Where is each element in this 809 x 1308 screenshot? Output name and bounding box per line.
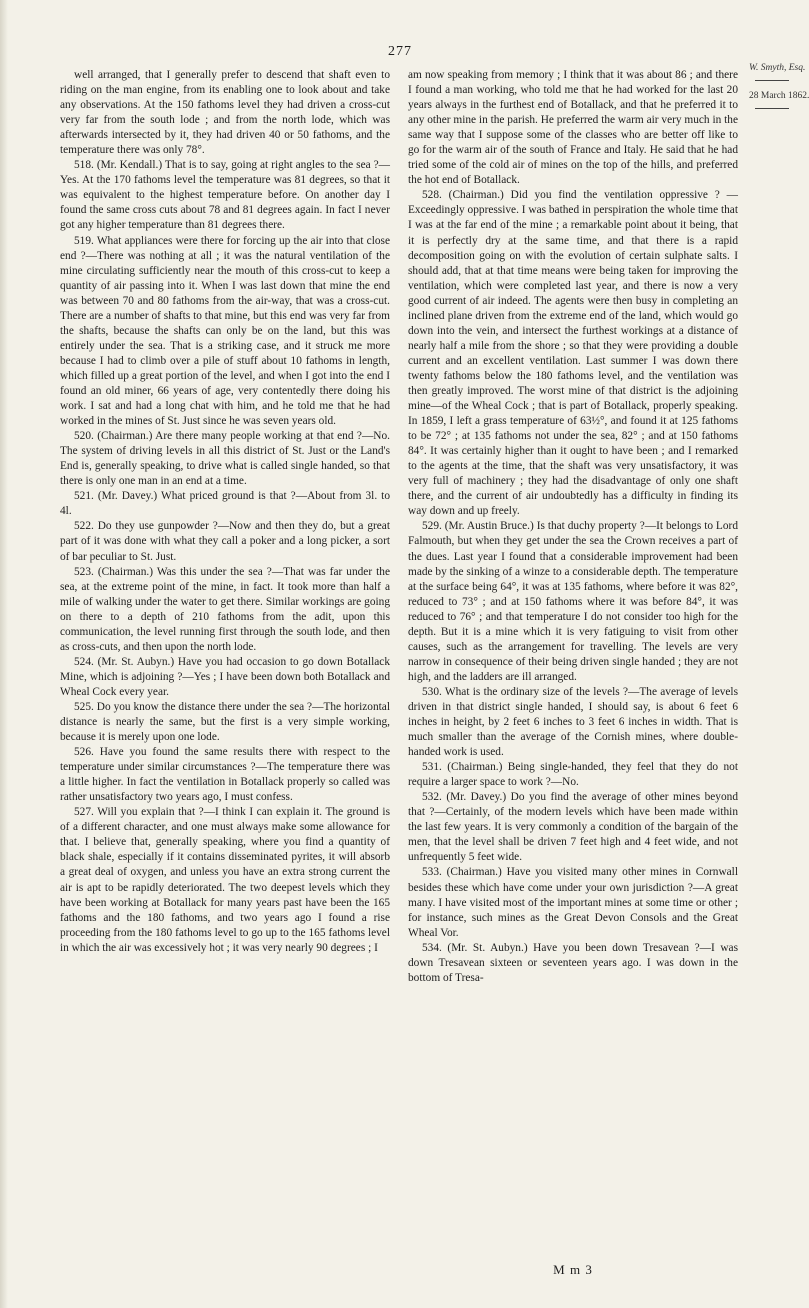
paragraph: 534. (Mr. St. Aubyn.) Have you been down Tresavean ?—I was down Tresavean sixteen or seventeen years ago. I was down in the bottom of Tresa- bbox=[408, 941, 738, 984]
paragraph: 533. (Chairman.) Have you visited many other mines in Cornwall besides these which have come under your own jurisdiction ?—A great many. I have visited most of the important mines at some time or other ; for instance, such mines as the Great Devon Consols and the Great Wheal Vor. bbox=[408, 866, 738, 939]
paragraph: 525. Do you know the distance there under the sea ?—The horizontal distance is nearly the same, but the first is a very simple working, because it is merely upon one lode. bbox=[60, 700, 390, 744]
paragraph: 530. What is the ordinary size of the levels ?—The average of levels driven in that district single handed, I should say, is about 6 feet 6 inches in height, by 2 feet 6 inches to 3 feet 6 inches in width. That is much smaller than the average of the Cornish mines, where double-handed work is used. bbox=[408, 685, 738, 759]
paragraph: am now speaking from memory ; I think that it was about 86 ; and there I found a man working, who told me that he had worked for the last 20 years always in the furthest end of Botallack, and that he preferred it to any other mine in the parish. He preferred the warm air very much in the same way that I suppose some of the classes who are better off like to go for the warm air of the south of France and Italy. He said that he had tried some of the cold air of mines on the top of the hills, and preferred the hot end of Botallack. bbox=[408, 69, 738, 187]
margin-rule bbox=[755, 108, 789, 109]
paragraph: 520. (Chairman.) Are there many people working at that end ?—No. The system of driving levels in all this district of St. Just or the Land's End is, generally speaking, to drive what is called single handed, so that there is only one man in an end at a time. bbox=[60, 430, 390, 488]
paragraph: 526. Have you found the same results there with respect to the temperature under similar circumstances ?—The temperature there was a little higher. In fact the ventilation in Botallack properly so called was rather unsatisfactory two years ago, I must confess. bbox=[60, 746, 390, 804]
paragraph: 529. (Mr. Austin Bruce.) Is that duchy property ?—It belongs to Lord Falmouth, but when they get under the sea the Crown receives a part of the dues. Last year I found that a considerable improvement had been made by the sinking of a winze to a considerable depth. The temperature at the surface being 64°, it was at 135 fathoms, where before it was 82°, reduced to 73° ; and at 150 fathoms where it was before 84°, it was reduced to 76° ; and that temperature I do not consider too high for the depth. But it is a mine which it is very fatiguing to visit from other causes, such as the arrangement for travelling. The levels are very narrow in consequence of their being driven single handed ; they are not high, and the ladders are ill arranged. bbox=[408, 520, 738, 683]
page-edge-shadow bbox=[0, 0, 8, 1308]
signature-mark: M m 3 bbox=[553, 1262, 593, 1277]
margin-rule bbox=[755, 80, 789, 81]
margin-date: 28 March 1862. bbox=[749, 91, 809, 101]
paragraph: 521. (Mr. Davey.) What priced ground is that ?—About from 3l. to 4l. bbox=[60, 490, 390, 518]
right-column bbox=[408, 68, 738, 986]
paragraph: 524. (Mr. St. Aubyn.) Have you had occasion to go down Botallack Mine, which is adjoining ?—Yes ; I have been down both Botallack and Wheal Cock every year. bbox=[60, 655, 390, 698]
paragraph: 532. (Mr. Davey.) Do you find the average of other mines beyond that ?—Certainly, of the modern levels which have been made within the last few years. It is very commonly a condition of the bargain of the men, that the level shall be driven 7 feet high and 4 feet wide, and not unfrequently 5 feet wide. bbox=[408, 791, 738, 864]
page-number: 277 bbox=[388, 44, 412, 59]
paragraph: 518. (Mr. Kendall.) That is to say, going at right angles to the sea ?—Yes. At the 170 fathoms level the temperature was 81 degrees, so that it was equivalent to the highest temperature before. On another day I found the same cross cuts about 78 and 81 degrees again. In fact I never got any higher temperature than 81 degrees there. bbox=[60, 159, 390, 232]
paragraph: 519. What appliances were there for forcing up the air into that close end ?—There was nothing at all ; it was the natural ventilation of the mine circulating sufficiently near the mouth of this cross-cut to keep a quantity of air passing into it. When I was last down that mine the end was between 70 and 80 fathoms from the air-way, that was a cross-cut. There are a number of shafts to that mine, but this end was very far from the shafts, because the shafts can only be on the land, but this was entirely under the sea. That is a striking case, and it struck me more because I had to climb over a pile of stuff about 10 fathoms in length, which filled up a great portion of the level, and when I got into the end I found an old miner, 66 years of age, very contentedly there doing his work. I sat and had a long chat with him, and he told me that he had worked in the mines of St. Just since he was seven years old. bbox=[60, 234, 390, 428]
paragraph: 523. (Chairman.) Was this under the sea ?—That was far under the sea, at the extreme point of the mine, in fact. It took more than half a mile of walking under the water to get there. Similar workings are going on there to a depth of 210 fathoms from the adit, upon this communication, the level running first through the south lode, and then as cross-cuts, and then upon the north lode. bbox=[60, 565, 390, 653]
paragraph: 531. (Chairman.) Being single-handed, they feel that they do not require a larger space to work ?—No. bbox=[408, 761, 738, 789]
left-column bbox=[60, 68, 390, 956]
paragraph: 527. Will you explain that ?—I think I can explain it. The ground is of a different character, and one must always make some allowance for that. I believe that, generally speaking, where you find a quantity of black shale, especially if it contains disseminated pyrites, it will absorb a great deal of oxygen, and unless you have an extra strong current the air is apt to be rapidly deteriorated. The two deepest levels which they have been working at Botallack for many years past have been the 165 fathoms and the 180 fathoms, and two years ago I found a rise proceeding from the 180 fathoms level to go up to the 165 fathoms level in which the air was excessively hot ; it was very nearly 90 degrees ; I bbox=[60, 806, 390, 954]
margin-witness-name: W. Smyth, Esq. bbox=[749, 63, 806, 73]
paragraph: well arranged, that I generally prefer to descend that shaft even to riding on the man engine, from its enabling one to look about and take any observations. At the 150 fathoms level they had driven a cross-cut very far from the south lode ; and from the north lode, which was afterwards intersected by it, they had driven 40 or 50 fathoms, and the temperature there was only 78°. bbox=[60, 69, 390, 157]
paragraph: 522. Do they use gunpowder ?—Now and then they do, but a great part of it was done with what they call a poker and a long picker, a sort of bar peculiar to St. Just. bbox=[60, 520, 390, 563]
paragraph: 528. (Chairman.) Did you find the ventilation oppressive ? — Exceedingly oppressive. I was bathed in perspiration the whole time that I was at the far end of the mine ; a remarkable point about it being, that it is perfectly dry at the same time, and that there is a rapid decomposition going on with the evolution of certain sulphate salts. I should add, that at that time means were being taken for improving the ventilation, which were completed last year, and there is now a very good current of air indeed. The agents were then busy in completing an inclined plane driven from the extreme end of the land, which would go down into the vein, and intersect the furthest workings at a distance of nearly half a mile from the shore ; so that they were providing a double current and an excellent ventilation. Last summer I was down there twenty fathoms below the 180 fathoms level, and the ventilation was then greatly improved. The worst mine of that district is the adjoining mine—of the Wheal Cock ; that is part of Botallack, properly speaking. In 1859, I left a grass temperature of 63½°, and found it at 125 fathoms to be 72° ; at 135 fathoms not under the sea, 82° ; and at 150 fathoms 84°. It was certainly higher than it ought to have been ; and I remarked to the agents at the time, that the shaft was very unsatisfactory, it was very full of machinery ; they had the disadvantage of only one shaft there, and the current of air undoubtedly has a difficulty in finding its way down and up freely. bbox=[408, 189, 738, 518]
